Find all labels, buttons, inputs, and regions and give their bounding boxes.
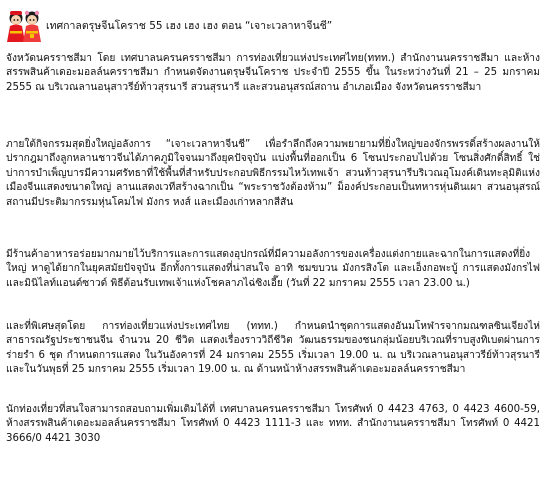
paragraph-contact-info: นักท่องเที่ยวที่สนใจสามารถสอบถามเพิ่มเติมได้ที่ เทศบาลนครนครราชสีมา โทรศัพท์ 0 4423 4763, 0 4423 4600-59, ห้างสรรพสินค้าเดอะมอลล์นครราชสีมา โทรศัพท์ 0 4423 1111-3 และ ททท. สำนักงานนครราชสีมา โทรศัพท์ 0 4421 3666/0 4421 3030 (6, 404, 540, 444)
paragraph-intro: จังหวัดนครราชสีมา โดย เทศบาลนครนครราชสีมา การท่องเที่ยวแห่งประเทศไทย(ททท.) สำนักงานนครราชสีมา และห้างสรรพสินค้าเดอะมอลล์นครราชสีมา กำหนดจัดงานตรุษจีนโคราช ประจำปี 2555 ขึ้น ในระหว่างวันที่ 21 – 25 มกราคม 2555 ณ บริเวณลานอนุสาวรีย์ท้าวสุรนารี สวนสุรนารี และสวนอนุสรณ์สถาน อำเภอเมือง จังหวัดนครราชสีมา (6, 53, 540, 93)
article (4, 0, 542, 486)
chinese-couple-mascot-icon (4, 9, 44, 43)
article-header (4, 8, 332, 44)
paragraph-food-and-shows: มีร้านค้าอาหารอร่อยมากมายไว้บริการและการแสดงอุปกรณ์ที่มีความอลังการของเครื่องแต่งกายและฉากในการแสดงที่ยิ่งใหญ่ หาดูได้ยากในยุคสมัยปัจจุบัน อีกทั้งการแสดงที่น่าสนใจ อาทิ ชมขบวน มังกรสิงโต และเอ็งกอพะบู้ การแสดงมังกรไฟ และมินิไลท์แอนด์ซาวด์ พิธีต้อนรับเทพเจ้าแห่งโชคลาภไฉ่ซิงเอี๊ย (วันที่ 22 มกราคม 2555 เวลา 23.00 น.) (6, 249, 540, 289)
article-title: เทศกาลตรุษจีนโคราช 55 เฮง เฮง เฮง ตอน “เจาะเวลาหาจีนชี” (46, 20, 333, 32)
paragraph-activities: ภายใต้กิจกรรมสุดยิ่งใหญ่อลังการ “เจาะเวลาหาจีนชี” เพื่อรำลึกถึงความพยายามที่ยิ่งใหญ่ของจักรพรรดิ์สร้างผลงานให้ปรากฎมาถึงลูกหลานชาวจีนได้ภาคภูมิใจจนมาถึงยุคปัจจุบัน แบ่งพื้นที่ออกเป็น 6 โซนประกอบไปด้วย โซนสิ่งศักดิ์สิทธิ์ ใช่บ่าการบำเพ็ญบารมีความศรัทธาที่ใช้พื้นที่สำหรับประกอบพิธีกรรมไหว้เทพเจ้า สวนท้าวสุรนารีบริเวณอุโมงค์เดินทะลุมิติแห่งเมืองจีนแสดงขนาดใหญ่ ลานแสดงเวทีสร้างฉากเป็น “พระราชวังต้องห้าม” ม็องค์ประกอบเป็นทหารหุ่นดินเผา สวนอนุสรณ์สถานมีประติมากรรมหุ่นโคมไฟ มังกร หงส์ และเมืองเก่าหลากสีสัน (6, 139, 540, 208)
paragraph-special-performance: และที่พิเศษสุดโดย การท่องเที่ยวแห่งประเทศไทย (ททท.) กำหนดนำชุดการแสดงอันมโหฬารจากมณฑลซินเจียงไห่ สาธารณรัฐประชาชนจีน จำนวน 20 ชีวิต แสดงเรื่องราววิถีชีวิต วัฒนธรรมของชนกลุ่มน้อยบริเวณที่ราบสูงทิเบตผ่านการร่ายรำ 6 ชุด กำหนดการแสดง ในวันอังคารที่ 24 มกราคม 2555 เริ่มเวลา 19.00 น. ณ บริเวณลานอนุสาวรีย์ท้าวสุรนารี และในวันพุธที่ 25 มกราคม 2555 เริ่มเวลา 19.00 น. ณ ด้านหน้าห้างสรรพสินค้าเดอะมอลล์นครราชสีมา (6, 321, 540, 376)
